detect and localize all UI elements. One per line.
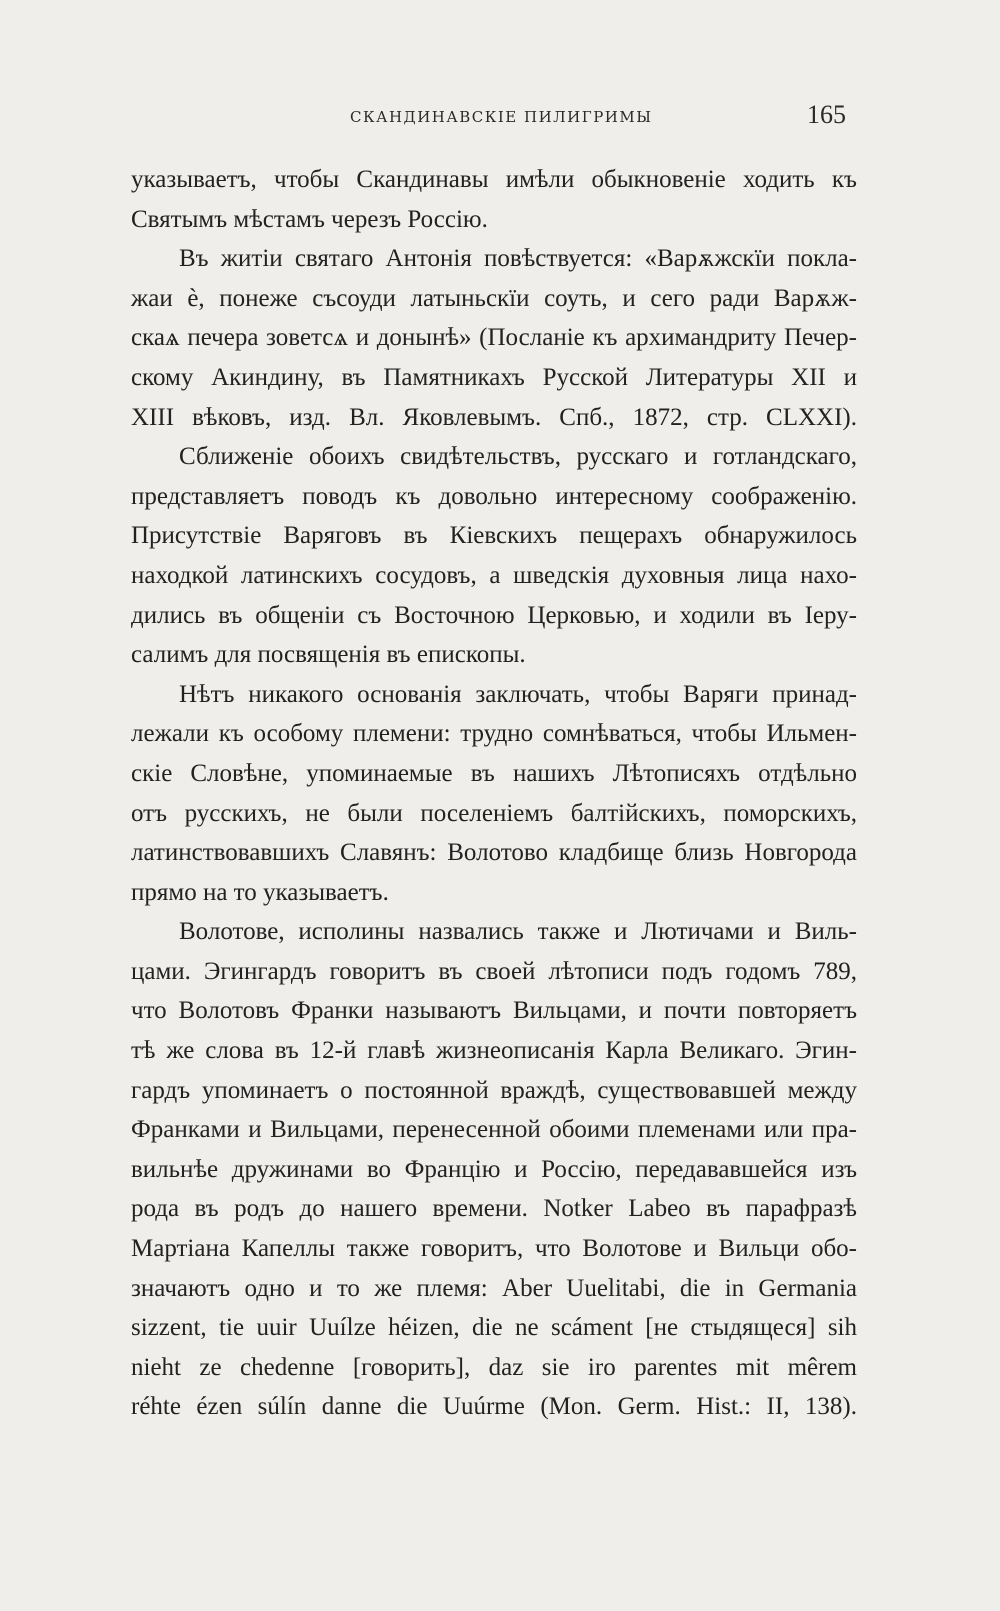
text-line: sizzent, tie uuir Uuílze héizen, die ne scáment [не стыдящеся] sih: [131, 1314, 857, 1342]
text-line: скіе Словѣне, упоминаемые въ нашихъ Лѣтописяхъ отдѣльно: [131, 759, 857, 787]
text-line: указываетъ, чтобы Скандинавы имѣли обыкновеніе ходить къ: [131, 166, 857, 193]
text-line: салимъ для посвященія въ епископы.: [131, 641, 526, 669]
text-line: рода въ родъ до нашего времени. Notker Labeo въ парафразѣ: [131, 1195, 857, 1223]
text-line: значаютъ одно и то же племя: Aber Uuelitabi, die in Germania: [131, 1274, 857, 1302]
text-line: Франками и Вильцами, перенесенной обоими племенами или пра-: [131, 1116, 857, 1144]
text-line: гардъ упоминаетъ о постоянной враждѣ, существовавшей между: [131, 1076, 857, 1104]
text-line: прямо на то указываетъ.: [131, 878, 389, 906]
text-line: тѣ же слова въ 12-й главѣ жизнеописанія Карла Великаго. Эгин-: [131, 1037, 857, 1065]
text-line: лежали къ особому племени: трудно сомнѣваться, чтобы Ильмен-: [131, 720, 857, 748]
text-line: Нѣтъ никакого основанія заключать, чтобы Варяги принад-: [179, 680, 857, 708]
text-line: Волотове, исполины назвались также и Лютичами и Виль-: [179, 918, 857, 946]
text-line: дились въ общеніи съ Восточною Церковью, и ходили въ Іеру-: [131, 601, 857, 629]
text-line: находкой латинскихъ сосудовъ, а шведскія духовныя лица нахо-: [131, 561, 857, 589]
text-line: что Волотовъ Франки называютъ Вильцами, и почти повторяетъ: [131, 997, 857, 1025]
text-line: латинствовавшихъ Славянъ: Волотово кладбище близь Новгорода: [131, 839, 857, 867]
text-line: представляетъ поводъ къ довольно интересному соображенію.: [131, 482, 857, 510]
text-line: вильнѣе дружинами во Францію и Россію, передававшейся изъ: [131, 1155, 857, 1183]
text-line: Присутствіе Варяговъ въ Кіевскихъ пещерахъ обнаружилось: [131, 522, 857, 550]
text-line: Мартіана Капеллы также говоритъ, что Волотове и Вильци обо-: [131, 1235, 857, 1263]
text-line: скаѧ печера зоветсѧ и донынѣ» (Посланіе къ архимандриту Печер-: [131, 324, 857, 352]
text-line: réhte ézen súlín danne die Uuúrme (Mon. Germ. Hist.: II, 138).: [131, 1393, 857, 1421]
text-line: XIII вѣковъ, изд. Вл. Яковлевымъ. Спб., 1872, стр. CLXXI).: [131, 403, 857, 431]
text-line: Въ житіи святаго Антонія повѣствуется: «Варѫжскїи покла-: [179, 245, 857, 273]
text-line: цами. Эгингардъ говоритъ въ своей лѣтописи подъ годомъ 789,: [131, 957, 857, 985]
text-line: скому Акиндину, въ Памятникахъ Русской Литературы XII и: [131, 363, 857, 391]
text-line: nieht ze chedenne [говорить], daz sie iro parentes mit mêrem: [131, 1353, 857, 1381]
body-text: [131, 160, 857, 1427]
page-number: 165: [807, 100, 846, 129]
text-line: Сближеніе обоихъ свидѣтельствъ, русскаго и готландскаго,: [179, 443, 857, 471]
running-title: СКАНДИНАВСКІЕ ПИЛИГРИМЫ: [350, 108, 653, 126]
text-line: отъ русскихъ, не были поселеніемъ балтійскихъ, поморскихъ,: [131, 799, 857, 827]
text-line: жаи ѐ, понеже съсоуди латыньскїи соуть, и сего ради Варѫж-: [131, 284, 857, 312]
text-line: Святымъ мѣстамъ черезъ Россію.: [131, 205, 488, 233]
